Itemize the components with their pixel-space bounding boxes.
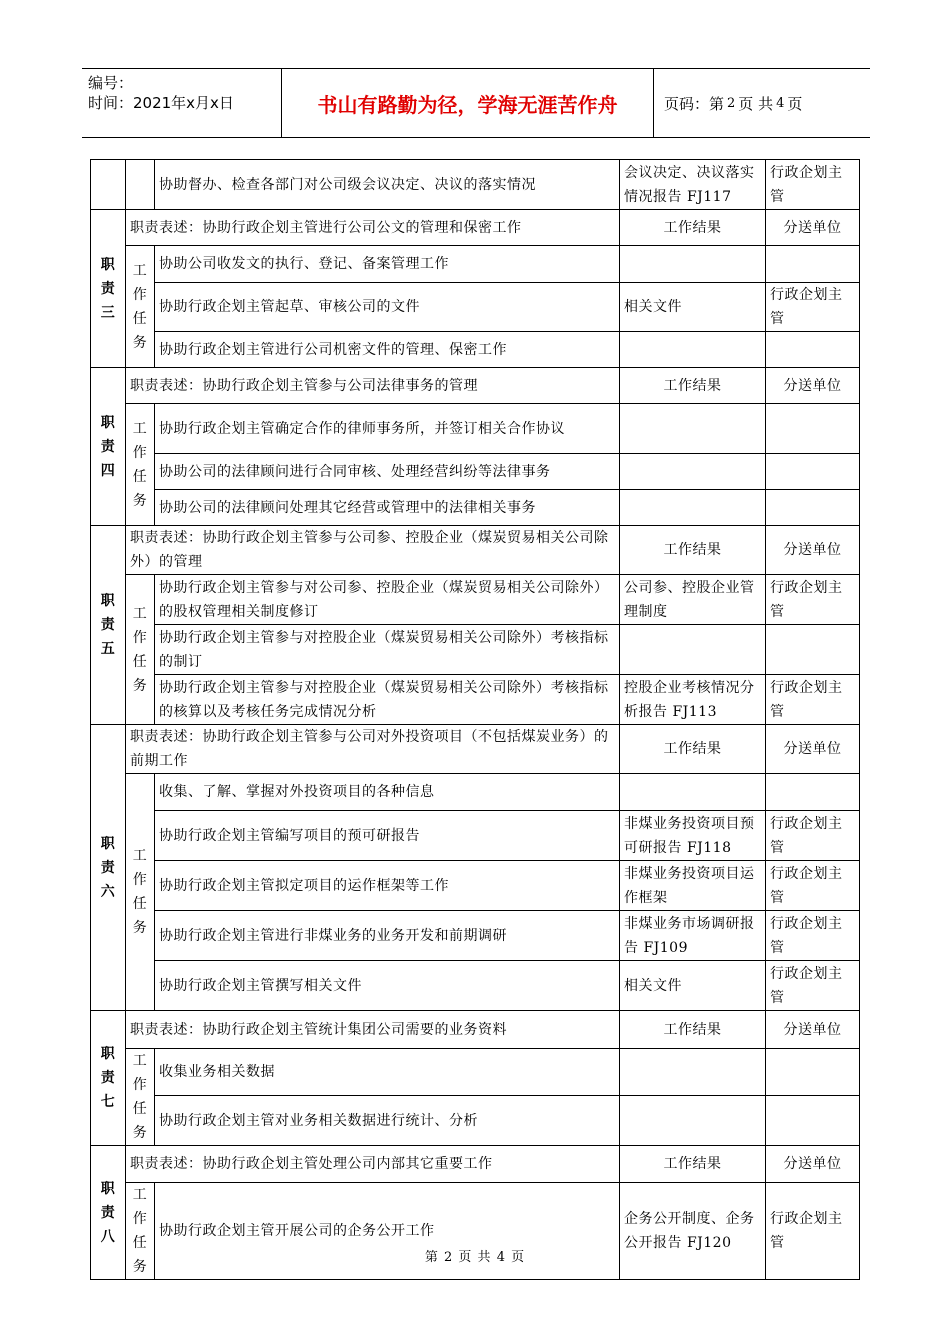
duty-statement-row: [91, 725, 860, 774]
duty-table: [90, 159, 860, 1280]
result-cell: 公司参、控股企业管理制度: [620, 575, 766, 625]
table-row: [91, 675, 860, 725]
task-cell: 协助行政企划主管开展公司的企务公开工作: [155, 1183, 620, 1280]
duty-statement-row: [91, 368, 860, 404]
duty-statement-row: [91, 210, 860, 246]
task-cell: 协助行政企划主管对业务相关数据进行统计、分析: [155, 1096, 620, 1146]
result-header: 工作结果: [620, 725, 766, 774]
table-row: [91, 1049, 860, 1096]
task-cell: 协助行政企划主管起草、审核公司的文件: [155, 283, 620, 332]
duty-statement: 职责表述：协助行政企划主管处理公司内部其它重要工作: [126, 1146, 620, 1183]
dest-cell: 行政企划主管: [766, 961, 860, 1011]
task-label: 工作任务: [126, 246, 155, 368]
document-date: 时间：2021年x月x日: [88, 94, 234, 112]
result-cell: 非煤业务市场调研报告 FJ109: [620, 911, 766, 961]
dest-cell: 行政企划主管: [766, 911, 860, 961]
task-label: 工作任务: [126, 404, 155, 526]
duty-title: 职责六: [91, 725, 126, 1011]
duty-statement: 职责表述：协助行政企划主管进行公司公文的管理和保密工作: [126, 210, 620, 246]
duty-statement-row: [91, 1146, 860, 1183]
dest-cell: 行政企划主管: [766, 811, 860, 861]
page-footer: 第 2 页 共 4 页: [424, 1250, 526, 1265]
task-label: 工作任务: [126, 575, 155, 725]
table-row: [91, 283, 860, 332]
table-row: [91, 861, 860, 911]
table-row: [91, 490, 860, 526]
header-meta: [82, 69, 282, 137]
footer-current-page: 2: [444, 1250, 454, 1265]
dest-header: 分送单位: [766, 526, 860, 575]
result-cell: 企务公开制度、企务公开报告 FJ120: [620, 1183, 766, 1280]
result-header: 工作结果: [620, 210, 766, 246]
result-cell: 相关文件: [620, 283, 766, 332]
task-cell: 协助督办、检查各部门对公司级会议决定、决议的落实情况: [155, 160, 620, 210]
dest-header: 分送单位: [766, 210, 860, 246]
result-header: 工作结果: [620, 526, 766, 575]
duty-statement-row: [91, 1011, 860, 1049]
task-cell: 收集、了解、掌握对外投资项目的各种信息: [155, 774, 620, 811]
duty-statement: 职责表述：协助行政企划主管统计集团公司需要的业务资料: [126, 1011, 620, 1049]
duty-statement: 职责表述：协助行政企划主管参与公司法律事务的管理: [126, 368, 620, 404]
duty-statement: 职责表述：协助行政企划主管参与公司参、控股企业（煤炭贸易相关公司除外）的管理: [126, 526, 620, 575]
duty-statement: 职责表述：协助行政企划主管参与公司对外投资项目（不包括煤炭业务）的前期工作: [126, 725, 620, 774]
task-cell: 收集业务相关数据: [155, 1049, 620, 1096]
table-row: [91, 625, 860, 675]
duty-title: 职责五: [91, 526, 126, 725]
dest-cell: 行政企划主管: [766, 675, 860, 725]
task-label: 工作任务: [126, 1049, 155, 1146]
duty-title: 职责三: [91, 210, 126, 368]
task-cell: 协助行政企划主管拟定项目的运作框架等工作: [155, 861, 620, 911]
dest-header: 分送单位: [766, 1011, 860, 1049]
result-header: 工作结果: [620, 368, 766, 404]
duty-statement-row: [91, 526, 860, 575]
task-cell: 协助行政企划主管参与对控股企业（煤炭贸易相关公司除外）考核指标的核算以及考核任务完成情况分析: [155, 675, 620, 725]
result-header: 工作结果: [620, 1146, 766, 1183]
task-cell: 协助行政企划主管编写项目的预可研报告: [155, 811, 620, 861]
header-page-number: 页码：第 2 页 共 4 页: [664, 94, 803, 113]
task-label: 工作任务: [126, 1183, 155, 1280]
table-row: [91, 246, 860, 283]
duty-title: 职责七: [91, 1011, 126, 1146]
footer-total-pages: 4: [496, 1250, 506, 1265]
task-cell: 协助行政企划主管确定合作的律师事务所，并签订相关合作协议: [155, 404, 620, 454]
result-cell: 非煤业务投资项目预可研报告 FJ118: [620, 811, 766, 861]
table-row: [91, 961, 860, 1011]
result-header: 工作结果: [620, 1011, 766, 1049]
dest-cell: 行政企划主管: [766, 575, 860, 625]
result-cell: 非煤业务投资项目运作框架: [620, 861, 766, 911]
task-cell: 协助行政企划主管进行非煤业务的业务开发和前期调研: [155, 911, 620, 961]
table-row: [91, 454, 860, 490]
dest-header: 分送单位: [766, 725, 860, 774]
result-cell: 会议决定、决议落实情况报告 FJ117: [620, 160, 766, 210]
task-cell: 协助公司的法律顾问处理其它经营或管理中的法律相关事务: [155, 490, 620, 526]
table-row: [91, 160, 860, 210]
task-cell: 协助行政企划主管撰写相关文件: [155, 961, 620, 1011]
page-header: [82, 68, 870, 138]
dest-cell: 行政企划主管: [766, 283, 860, 332]
dest-header: 分送单位: [766, 368, 860, 404]
task-label: 工作任务: [126, 774, 155, 1011]
table-row: [91, 575, 860, 625]
table-row: [91, 911, 860, 961]
result-cell: 相关文件: [620, 961, 766, 1011]
header-motto: 书山有路勤为径，学海无涯苦作舟: [282, 69, 654, 137]
task-cell: 协助行政企划主管参与对公司参、控股企业（煤炭贸易相关公司除外）的股权管理相关制度修订: [155, 575, 620, 625]
result-cell: 控股企业考核情况分析报告 FJ113: [620, 675, 766, 725]
dest-cell: 行政企划主管: [766, 160, 860, 210]
table-row: [91, 811, 860, 861]
task-cell: 协助行政企划主管参与对控股企业（煤炭贸易相关公司除外）考核指标的制订: [155, 625, 620, 675]
task-cell: 协助公司收发文的执行、登记、备案管理工作: [155, 246, 620, 283]
table-row: [91, 774, 860, 811]
document-number-label: 编号：: [88, 74, 134, 92]
task-cell: 协助行政企划主管进行公司机密文件的管理、保密工作: [155, 332, 620, 368]
duty-title: 职责四: [91, 368, 126, 526]
table-row: [91, 404, 860, 454]
dest-cell: 行政企划主管: [766, 1183, 860, 1280]
duty-title: 职责八: [91, 1146, 126, 1280]
dest-cell: 行政企划主管: [766, 861, 860, 911]
table-row: [91, 332, 860, 368]
task-cell: 协助公司的法律顾问进行合同审核、处理经营纠纷等法律事务: [155, 454, 620, 490]
table-row: [91, 1096, 860, 1146]
dest-header: 分送单位: [766, 1146, 860, 1183]
